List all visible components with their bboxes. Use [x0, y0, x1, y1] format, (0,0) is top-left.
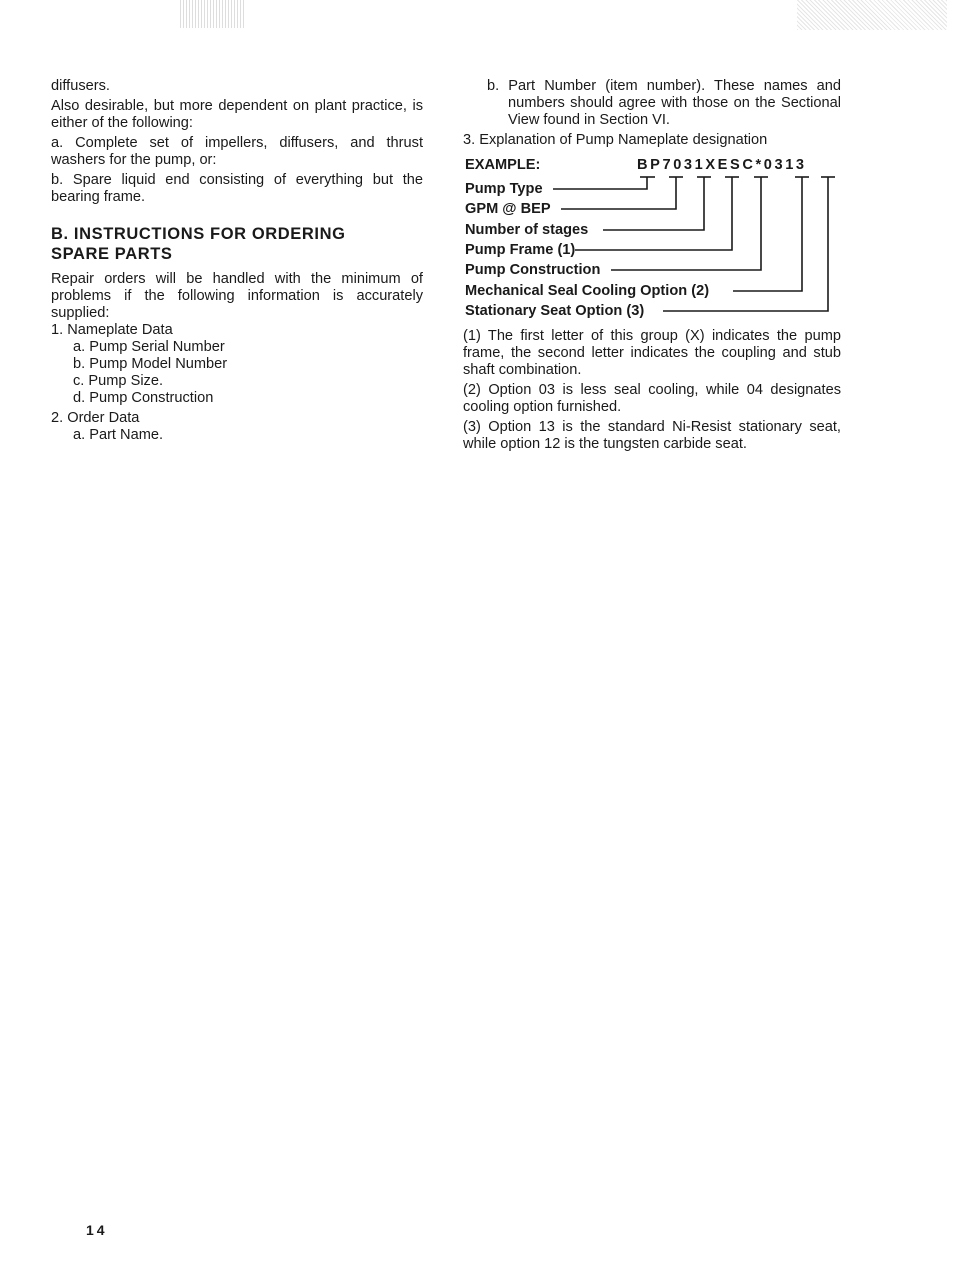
label-pump-frame: Pump Frame (1)	[465, 242, 576, 258]
note-2: (2) Option 03 is less seal cooling, while 04 designates cooling option furnished.	[463, 382, 841, 415]
paragraph-intro: Repair orders will be handled with the minimum of problems if the following information is accurately supplied:	[51, 271, 423, 321]
list-item-pump-size: c. Pump Size.	[73, 373, 164, 389]
paragraph-diffusers: diffusers.	[51, 78, 110, 94]
note-3: (3) Option 13 is the standard Ni-Resist stationary seat, while option 12 is the tungsten carbide seat.	[463, 419, 841, 452]
scan-artifact-right	[797, 0, 947, 30]
scan-artifact-left	[180, 0, 246, 28]
label-gpm-bep: GPM @ BEP	[465, 201, 551, 217]
section-heading-line2: SPARE PARTS	[51, 245, 173, 263]
left-column	[51, 78, 423, 444]
list-item-serial-number: a. Pump Serial Number	[73, 339, 225, 355]
label-number-of-stages: Number of stages	[465, 222, 589, 238]
label-seal-cooling: Mechanical Seal Cooling Option (2)	[465, 283, 710, 299]
right-column	[463, 78, 841, 453]
list-item-pump-construction: d. Pump Construction	[73, 390, 214, 406]
paragraph-also-desirable: Also desirable, but more dependent on plant practice, is either of the following:	[51, 98, 423, 131]
list-order	[51, 410, 423, 444]
page-number: 14	[86, 1222, 108, 1238]
list-item-nameplate-data: 1. Nameplate Data	[51, 322, 173, 338]
list-item-explanation: 3. Explanation of Pump Nameplate designation	[463, 132, 768, 148]
section-heading	[51, 224, 423, 264]
paragraph-option-b: b. Spare liquid end consisting of everything but the bearing frame.	[51, 172, 423, 205]
list-nameplate	[51, 322, 423, 407]
label-stationary-seat: Stationary Seat Option (3)	[465, 303, 645, 319]
note-1: (1) The first letter of this group (X) indicates the pump frame, the second letter indicates the coupling and stub shaft combination.	[463, 328, 841, 378]
list-item-order-data: 2. Order Data	[51, 410, 140, 426]
paragraph-part-number: b. Part Number (item number). These names and numbers should agree with those on the Sectional View found in Section VI.	[487, 78, 841, 128]
list-item-model-number: b. Pump Model Number	[73, 356, 228, 372]
label-pump-construction: Pump Construction	[465, 262, 601, 278]
example-code: BP7031XESC*0313	[637, 157, 807, 173]
section-heading-line1: B. INSTRUCTIONS FOR ORDERING	[51, 225, 346, 243]
paragraph-option-a: a. Complete set of impellers, diffusers, and thrust washers for the pump, or:	[51, 135, 423, 168]
label-pump-type: Pump Type	[465, 181, 543, 197]
example-label: EXAMPLE:	[465, 157, 541, 173]
nameplate-diagram	[463, 157, 841, 325]
list-item-part-name: a. Part Name.	[73, 427, 164, 443]
